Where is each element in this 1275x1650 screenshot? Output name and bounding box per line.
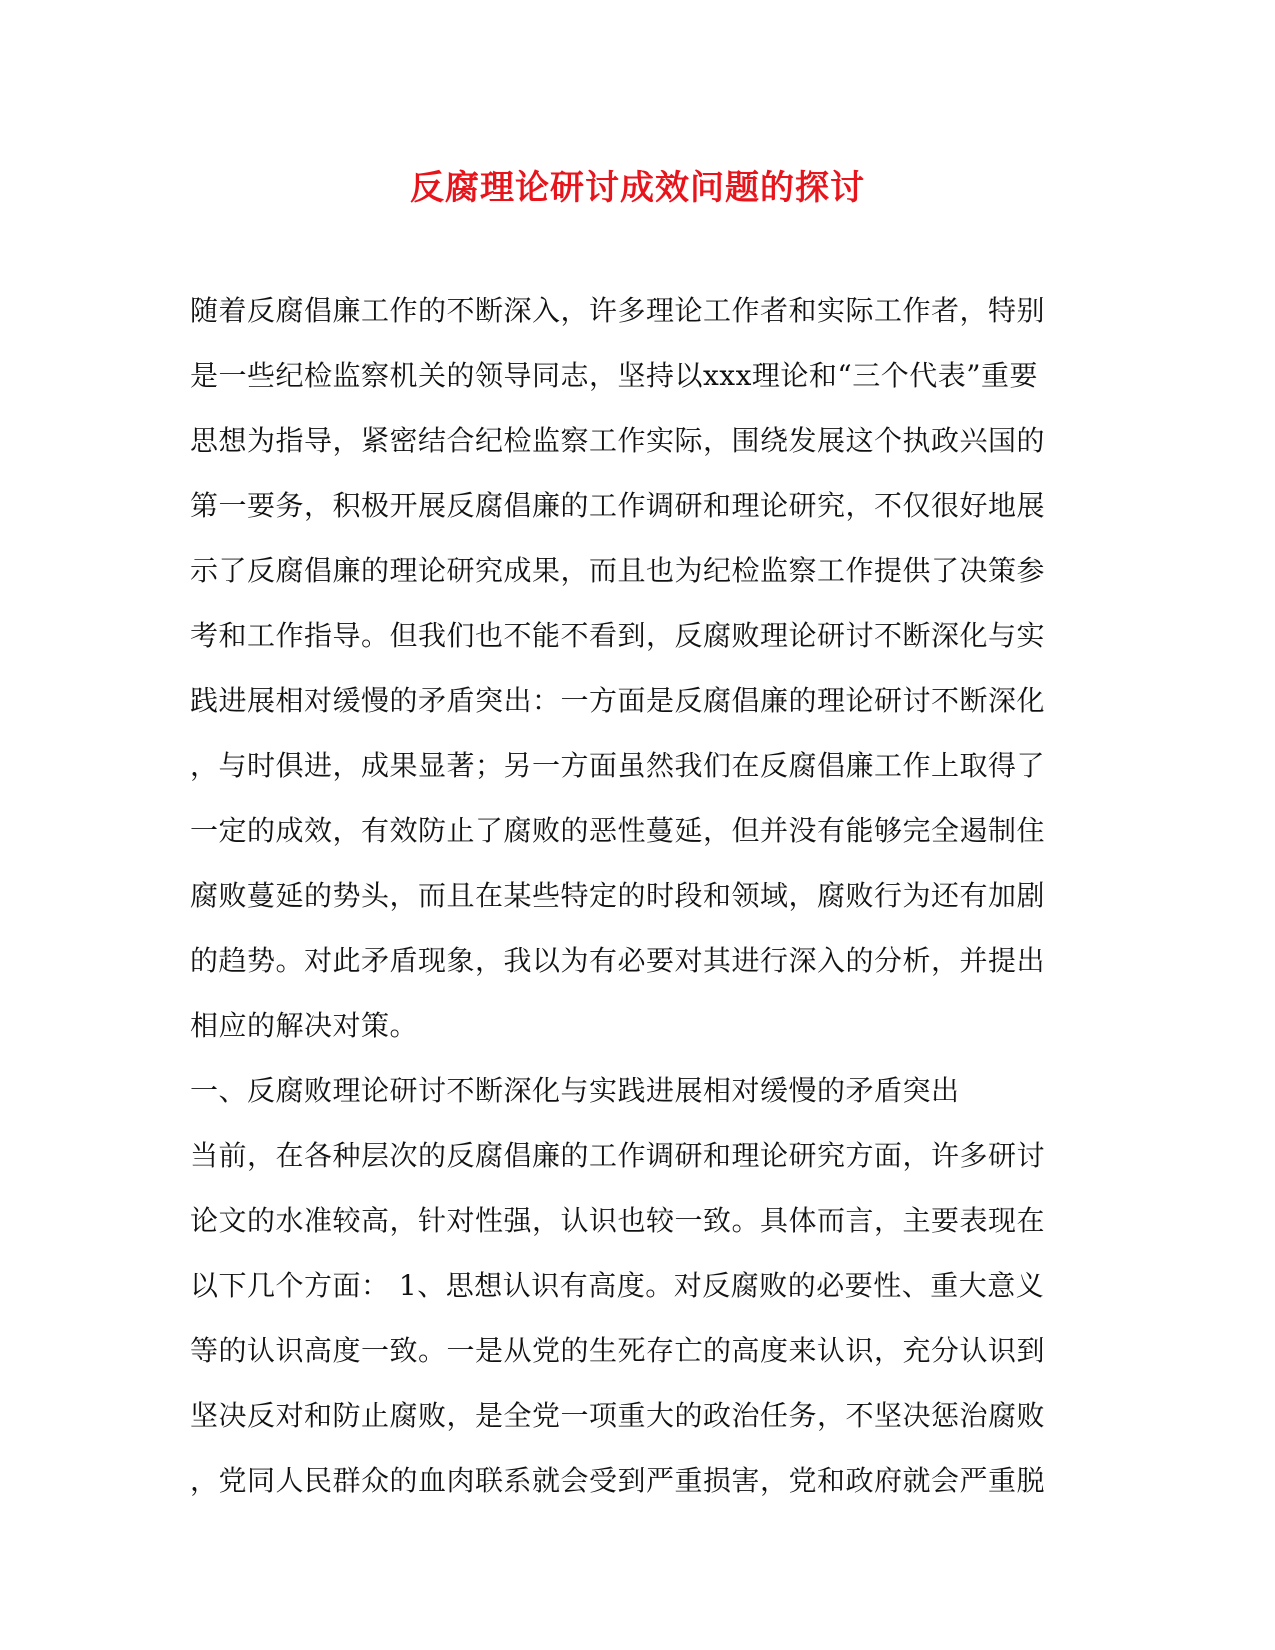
body-line: 腐败蔓延的势头，而且在某些特定的时段和领域，腐败行为还有加剧 bbox=[190, 879, 1046, 912]
body-line: 论文的水准较高，针对性强，认识也较一致。具体而言，主要表现在 bbox=[190, 1204, 1046, 1237]
body-line: 的趋势。对此矛盾现象，我以为有必要对其进行深入的分析，并提出 bbox=[190, 944, 1046, 977]
body-line: ，与时俱进，成果显著；另一方面虽然我们在反腐倡廉工作上取得了 bbox=[190, 749, 1046, 782]
body-line: 是一些纪检监察机关的领导同志，坚持以xxx理论和“三个代表”重要 bbox=[190, 359, 1039, 392]
body-line: 示了反腐倡廉的理论研究成果，而且也为纪检监察工作提供了决策参 bbox=[190, 554, 1046, 587]
body-line: 坚决反对和防止腐败，是全党一项重大的政治任务，不坚决惩治腐败 bbox=[190, 1399, 1046, 1432]
body-line: 等的认识高度一致。一是从党的生死存亡的高度来认识，充分认识到 bbox=[190, 1334, 1046, 1367]
body-line: 思想为指导，紧密结合纪检监察工作实际，围绕发展这个执政兴国的 bbox=[190, 424, 1046, 457]
body-line: 相应的解决对策。 bbox=[190, 1009, 419, 1042]
document-title: 反腐理论研讨成效问题的探讨 bbox=[410, 168, 865, 208]
body-line: 一定的成效，有效防止了腐败的恶性蔓延，但并没有能够完全遏制住 bbox=[190, 814, 1046, 847]
body-line: 当前，在各种层次的反腐倡廉的工作调研和理论研究方面，许多研讨 bbox=[190, 1139, 1046, 1172]
body-line: 随着反腐倡廉工作的不断深入，许多理论工作者和实际工作者，特别 bbox=[190, 294, 1046, 327]
section-heading: 一、反腐败理论研讨不断深化与实践进展相对缓慢的矛盾突出 bbox=[190, 1074, 960, 1107]
body-line: 以下几个方面： 1、思想认识有高度。对反腐败的必要性、重大意义 bbox=[190, 1269, 1045, 1302]
document-body bbox=[190, 278, 1090, 1513]
body-line: ，党同人民群众的血肉联系就会受到严重损害，党和政府就会严重脱 bbox=[190, 1464, 1046, 1497]
body-line: 践进展相对缓慢的矛盾突出：一方面是反腐倡廉的理论研讨不断深化 bbox=[190, 684, 1046, 717]
body-line: 第一要务，积极开展反腐倡廉的工作调研和理论研究，不仅很好地展 bbox=[190, 489, 1046, 522]
body-line: 考和工作指导。但我们也不能不看到，反腐败理论研讨不断深化与实 bbox=[190, 619, 1046, 652]
